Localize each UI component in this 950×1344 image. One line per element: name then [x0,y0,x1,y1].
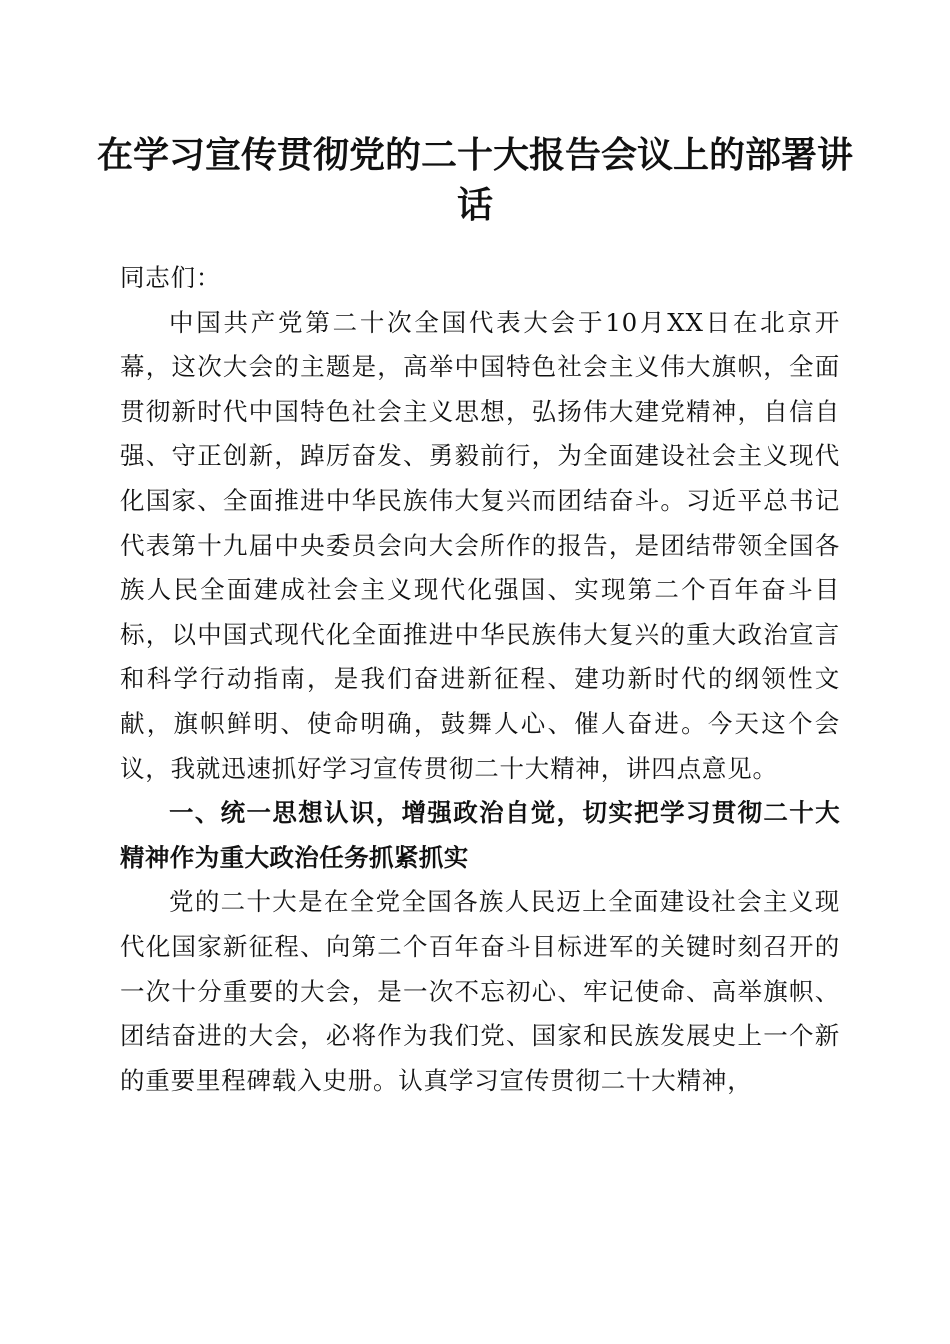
document-title: 在学习宣传贯彻党的二十大报告会议上的部署讲话 [96,134,853,226]
intro-paragraph: 中国共产党第二十次全国代表大会于10月XX日在北京开幕，这次大会的主题是，高举中国特色社会主义伟大旗帜，全面贯彻新时代中国特色社会主义思想，弘扬伟大建党精神，自信自强、守正创新，踔厉奋发、勇毅前行，为全面建设社会主义现代化国家、全面推进中华民族伟大复兴而团结奋斗。习近平总书记代表第十九届中央委员会向大会所作的报告，是团结带领全国各族人民全面建成社会主义现代化强国、实现第二个百年奋斗目标，以中国式现代化全面推进中华民族伟大复兴的重大政治宣言和科学行动指南，是我们奋进新征程、建功新时代的纲领性文献，旗帜鲜明、使命明确，鼓舞人心、催人奋进。今天这个会议，我就迅速抓好学习宣传贯彻二十大精神，讲四点意见。 [120,307,840,783]
salutation: 同志们： [120,263,222,292]
document-body [120,256,840,1103]
section-heading-1: 一、统一思想认识，增强政治自觉，切实把学习贯彻二十大精神作为重大政治任务抓紧抓实 [120,798,840,872]
section-1-paragraph: 党的二十大是在全党全国各族人民迈上全面建设社会主义现代化国家新征程、向第二个百年奋斗目标进军的关键时刻召开的一次十分重要的大会，是一次不忘初心、牢记使命、高举旗帜、团结奋进的大会，必将作为我们党、国家和民族发展史上一个新的重要里程碑载入史册。认真学习宣传贯彻二十大精神， [120,887,840,1095]
